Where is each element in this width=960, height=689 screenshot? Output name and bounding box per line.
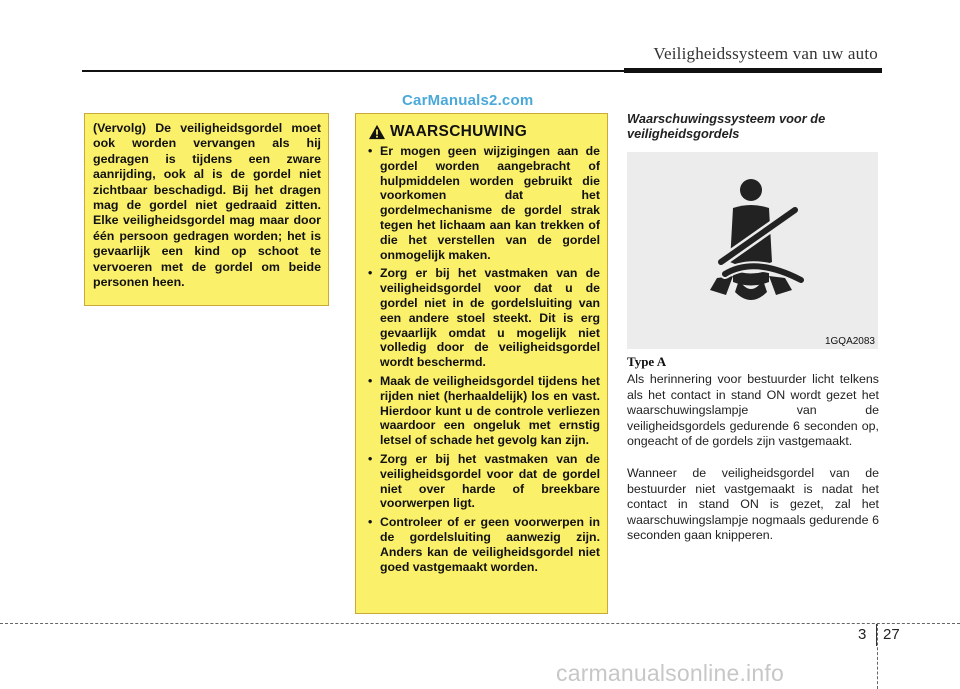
watermark-link[interactable]: CarManuals2.com — [402, 92, 534, 109]
warning-title: WAARSCHUWING — [390, 123, 528, 140]
header-rule-accent — [624, 68, 882, 73]
footer-vertical-rule — [877, 623, 878, 689]
section-title: Veiligheidssysteem van uw auto — [653, 44, 878, 63]
warning-triangle-icon — [368, 124, 386, 140]
page-number: 27 — [883, 626, 900, 643]
body-paragraph: Als herinnering voor bestuurder licht telkens als het contact in stand ON wordt gezet het waarschuwingslampje van de veiligheidsgordels gedurende 6 seconden op, ongeacht of de gordels zijn vastgemaakt. — [627, 372, 879, 449]
warning-item: • Zorg er bij het vastmaken van de veiligheidsgordel voor dat de gordel niet over harde of breekbare voorwerpen ligt. — [366, 452, 600, 511]
seatbelt-figure — [627, 152, 878, 349]
warning-item: • Er mogen geen wijzigingen aan de gordel worden aangebracht of hulpmiddelen worden gebruikt die voorkomen dat het gordelmechanisme de gordel strak tegen het lichaam aan kan trekken of die het verstellen van de gordel onmogelijk maken. — [366, 144, 600, 262]
chapter-number: 3 — [858, 626, 867, 643]
seatbelt-warning-icon — [695, 178, 810, 313]
continued-note-text: (Vervolg) De veiligheidsgordel moet ook worden vervangen als hij gedragen is tijdens een zware aanrijding, ook al is de gordel niet zichtbaar beschadigd. Bij het dragen mag de gordel niet gedraaid zitten. Elke veiligheidsgordel mag maar door één persoon gedragen worden; het is gevaarlijk een kind op schoot te vervoeren met de gordel om beide personen heen. — [93, 121, 321, 290]
warning-item: • Zorg er bij het vastmaken van de veiligheidsgordel voor dat u de gordel niet in de gordelsluiting van een andere stoel steekt. Dit is erg gevaarlijk omdat u mogelijk niet volledig door de veiligheidsgordel wordt beschermd. — [366, 266, 600, 370]
bottom-watermark[interactable]: carmanualsonline.info — [556, 660, 784, 686]
footer-rule — [0, 623, 960, 624]
warning-item: • Maak de veiligheidsgordel tijdens het rijden niet (herhaaldelijk) los en vast. Hierdoor kunt u de controle verliezen waardoor een ongeluk met ernstig letsel of schade het gevolg kan zijn. — [366, 374, 600, 448]
warning-list — [366, 144, 600, 574]
type-label: Type A — [627, 354, 667, 369]
warning-box — [355, 113, 608, 614]
page-number-separator — [876, 624, 877, 646]
warning-header — [368, 123, 600, 141]
figure-code: 1GQA2083 — [824, 336, 875, 347]
warning-item: • Controleer of er geen voorwerpen in de gordelsluiting aanwezig zijn. Anders kan de veiligheidsgordel niet goed vastgemaakt worden. — [366, 515, 600, 574]
continued-note-box — [84, 113, 329, 306]
body-paragraph: Wanneer de veiligheidsgordel van de bestuurder niet vastgemaakt is nadat het contact in stand ON is gezet, zal het waarschuwingslampje nogmaals gedurende 6 seconden gaan knipperen. — [627, 466, 879, 543]
section-heading: Waarschuwingssysteem voor de veiligheidsgordels — [627, 111, 826, 141]
